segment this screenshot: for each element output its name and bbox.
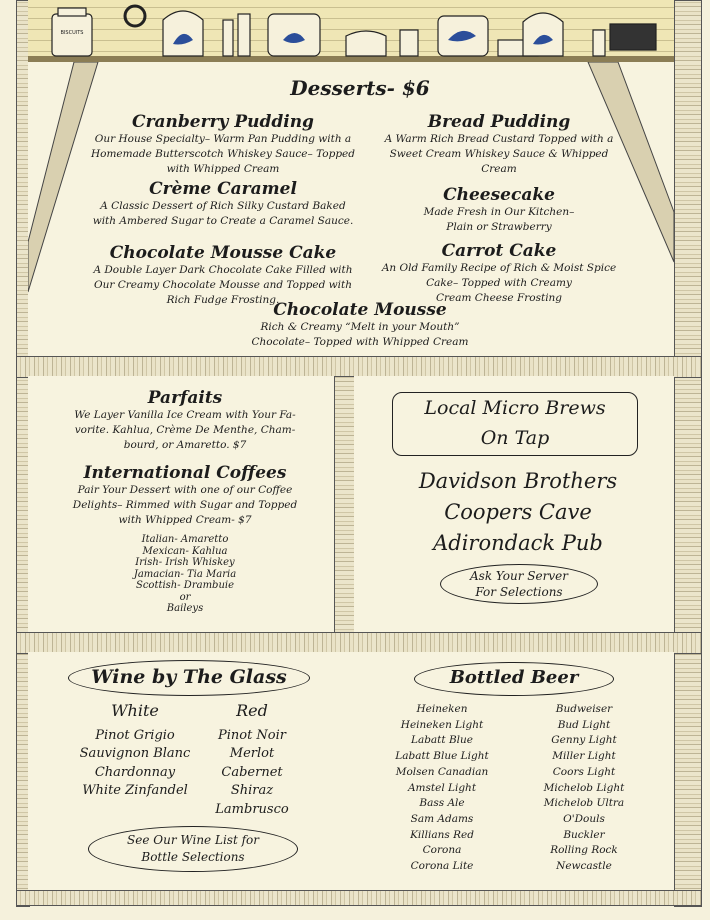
wine-item: Shiraz <box>230 783 274 798</box>
white-heading: White <box>111 701 159 720</box>
wine-item: Pinot Grigio <box>95 727 175 743</box>
beer-title: Bottled Beer <box>449 667 579 688</box>
red-heading: Red <box>236 701 268 720</box>
desc-line: with Whipped Cream- $7 <box>118 514 252 526</box>
desc-line: Delights– Rimmed with Sugar and Topped <box>72 499 298 511</box>
bottle <box>223 20 233 56</box>
desc-line: A Warm Rich Bread Custard Topped with a <box>384 133 614 145</box>
brew-item: Coopers Cave <box>444 500 592 524</box>
middle-wood-post <box>334 376 356 634</box>
dessert-title: Cheesecake <box>443 185 555 205</box>
desc-line: Cream Cheese Frosting <box>435 292 563 304</box>
dessert-left-column <box>88 112 358 308</box>
parfaits-desc <box>40 408 330 453</box>
beer-item: Molsen Canadian <box>395 765 489 778</box>
wine-note-line: See Our Wine List for <box>127 833 259 847</box>
beer-item: Coors Light <box>552 765 616 778</box>
brew-item: Davidson Brothers <box>418 469 618 493</box>
ask-line: For Selections <box>475 585 563 599</box>
desc-line: Pair Your Dessert with one of our Coffee <box>77 484 293 496</box>
wine-item: Cabernet <box>221 764 283 780</box>
brews-title-box <box>392 392 638 456</box>
wine-item: Pinot Noir <box>217 727 287 743</box>
desc-line: Cake– Topped with Creamy <box>426 277 572 289</box>
beer-col-1 <box>380 702 504 875</box>
bottle-2 <box>593 30 605 56</box>
right-wood-post <box>674 0 702 907</box>
desc-line: Our Creamy Chocolate Mousse and Topped with <box>94 279 352 291</box>
wine-white-column <box>70 702 200 801</box>
wine-title-oval <box>68 660 310 696</box>
desc-line: vorite. Kahlua, Crème De Menthe, Cham- <box>74 424 296 436</box>
beer-item: Bass Ale <box>419 797 465 810</box>
beer-item: Miller Light <box>552 750 616 763</box>
crock-jar <box>163 11 203 56</box>
sewing-machine <box>610 24 656 50</box>
beer-col-2 <box>524 702 644 875</box>
dessert-desc <box>372 205 626 235</box>
ask-line: Ask Your Server <box>470 569 568 583</box>
beer-item: Newcastle <box>556 860 612 873</box>
beer-item: Labatt Blue <box>410 734 474 747</box>
wine-title: Wine by The Glass <box>91 666 287 688</box>
beer-item: Genny Light <box>551 734 617 747</box>
jar-label: BISCUITS <box>60 30 84 36</box>
desc-line: with Whipped Cream <box>166 163 280 175</box>
desc-line: An Old Family Recipe of Rich & Moist Spice <box>381 262 617 274</box>
beer-item: Bud Light <box>557 718 611 731</box>
beer-title-oval <box>414 662 614 696</box>
brews-list <box>380 466 656 559</box>
dessert-title: Chocolate Mousse <box>273 300 447 320</box>
dessert-title: Cranberry Pudding <box>132 112 314 132</box>
shelf-illustration <box>28 0 674 58</box>
dessert-center <box>220 300 500 350</box>
dessert-desc <box>88 132 358 177</box>
beer-item: Heineken Light <box>400 718 484 731</box>
coffee-item: or <box>179 591 191 603</box>
beer-item: Labatt Blue Light <box>395 750 489 763</box>
dessert-right-column <box>372 112 626 306</box>
horseshoe-icon <box>125 6 145 26</box>
desc-line: Rich Fudge Frosting. <box>166 294 280 306</box>
coffee-item: Baileys <box>166 603 204 614</box>
ask-server-oval <box>440 564 598 604</box>
dessert-title: Chocolate Mousse Cake <box>109 243 337 263</box>
desc-line: A Double Layer Dark Chocolate Cake Filled with <box>93 264 353 276</box>
desserts-heading: Desserts- $6 <box>290 76 430 100</box>
coffees-title: International Coffees <box>83 463 287 483</box>
coffees-desc <box>40 483 330 528</box>
coffee-item: Mexican- Kahlua <box>142 545 228 557</box>
desc-line: A Classic Dessert of Rich Silky Custard Baked <box>100 200 346 212</box>
desc-line: Our House Specialty– Warm Pan Pudding with a <box>94 133 352 145</box>
crock-jug <box>523 13 563 56</box>
coffee-item: Italian- Amaretto <box>141 534 229 545</box>
wine-list-oval <box>88 826 298 872</box>
desc-line: bourd, or Amaretto. $7 <box>123 439 247 451</box>
beer-item: Buckler <box>563 828 605 841</box>
beer-item: O'Douls <box>563 812 605 825</box>
beer-item: Budweiser <box>555 703 613 715</box>
beer-item: Corona Lite <box>410 860 474 873</box>
canister <box>400 30 418 56</box>
desc-line: Sweet Cream Whiskey Sauce & Whipped Cream <box>389 148 609 175</box>
bottom-wood-beam <box>16 890 702 906</box>
kettle <box>346 31 386 56</box>
beer-item: Heineken <box>416 703 468 715</box>
dessert-title: Carrot Cake <box>441 241 557 261</box>
beer-item: Michelob Ultra <box>543 797 625 810</box>
desc-line: Rich & Creamy “Melt in your Mouth” <box>260 321 460 333</box>
desc-line: Made Fresh in Our Kitchen– <box>423 206 575 218</box>
wine-item: Lambrusco <box>215 801 289 817</box>
coffees-list <box>40 534 330 615</box>
desc-line: Plain or Strawberry <box>446 221 552 233</box>
middle-wood-beam <box>16 356 702 378</box>
brews-title-line: On Tap <box>480 427 550 449</box>
parfaits-title: Parfaits <box>147 388 223 408</box>
beer-item: Killians Red <box>410 828 474 841</box>
wine-item: Sauvignon Blanc <box>79 746 191 761</box>
desc-line: with Ambered Sugar to Create a Caramel Sauce. <box>92 215 354 227</box>
wine-item: White Zinfandel <box>82 783 188 798</box>
lower-wood-beam <box>16 632 702 654</box>
coffee-item: Jamacian- Tia Maria <box>133 568 237 580</box>
dessert-desc <box>372 132 626 177</box>
beer-item: Sam Adams <box>410 812 474 825</box>
wine-red-column <box>200 702 304 819</box>
wine-note-line: Bottle Selections <box>141 850 245 864</box>
brews-title-line: Local Micro Brews <box>424 397 606 419</box>
desc-line: Homemade Butterscotch Whiskey Sauce– Topped <box>90 148 355 160</box>
dessert-desc <box>220 320 500 350</box>
parfaits-block <box>40 388 330 615</box>
wine-item: Chardonnay <box>94 764 176 780</box>
dessert-title: Bread Pudding <box>427 112 571 132</box>
dessert-title: Crème Caramel <box>149 179 297 199</box>
beer-item: Corona <box>422 844 462 857</box>
wine-item: Merlot <box>229 746 275 761</box>
desc-line: Chocolate– Topped with Whipped Cream <box>251 336 469 348</box>
coffee-item: Irish- Irish Whiskey <box>135 557 235 568</box>
beer-item: Rolling Rock <box>550 844 618 857</box>
dessert-desc <box>88 199 358 229</box>
coffee-item: Scottish- Drambuie <box>135 580 235 591</box>
desc-line: We Layer Vanilla Ice Cream with Your Fa- <box>74 409 296 421</box>
beer-item: Michelob Light <box>543 781 625 794</box>
brew-item: Adirondack Pub <box>433 531 603 555</box>
beer-item: Amstel Light <box>407 781 477 794</box>
